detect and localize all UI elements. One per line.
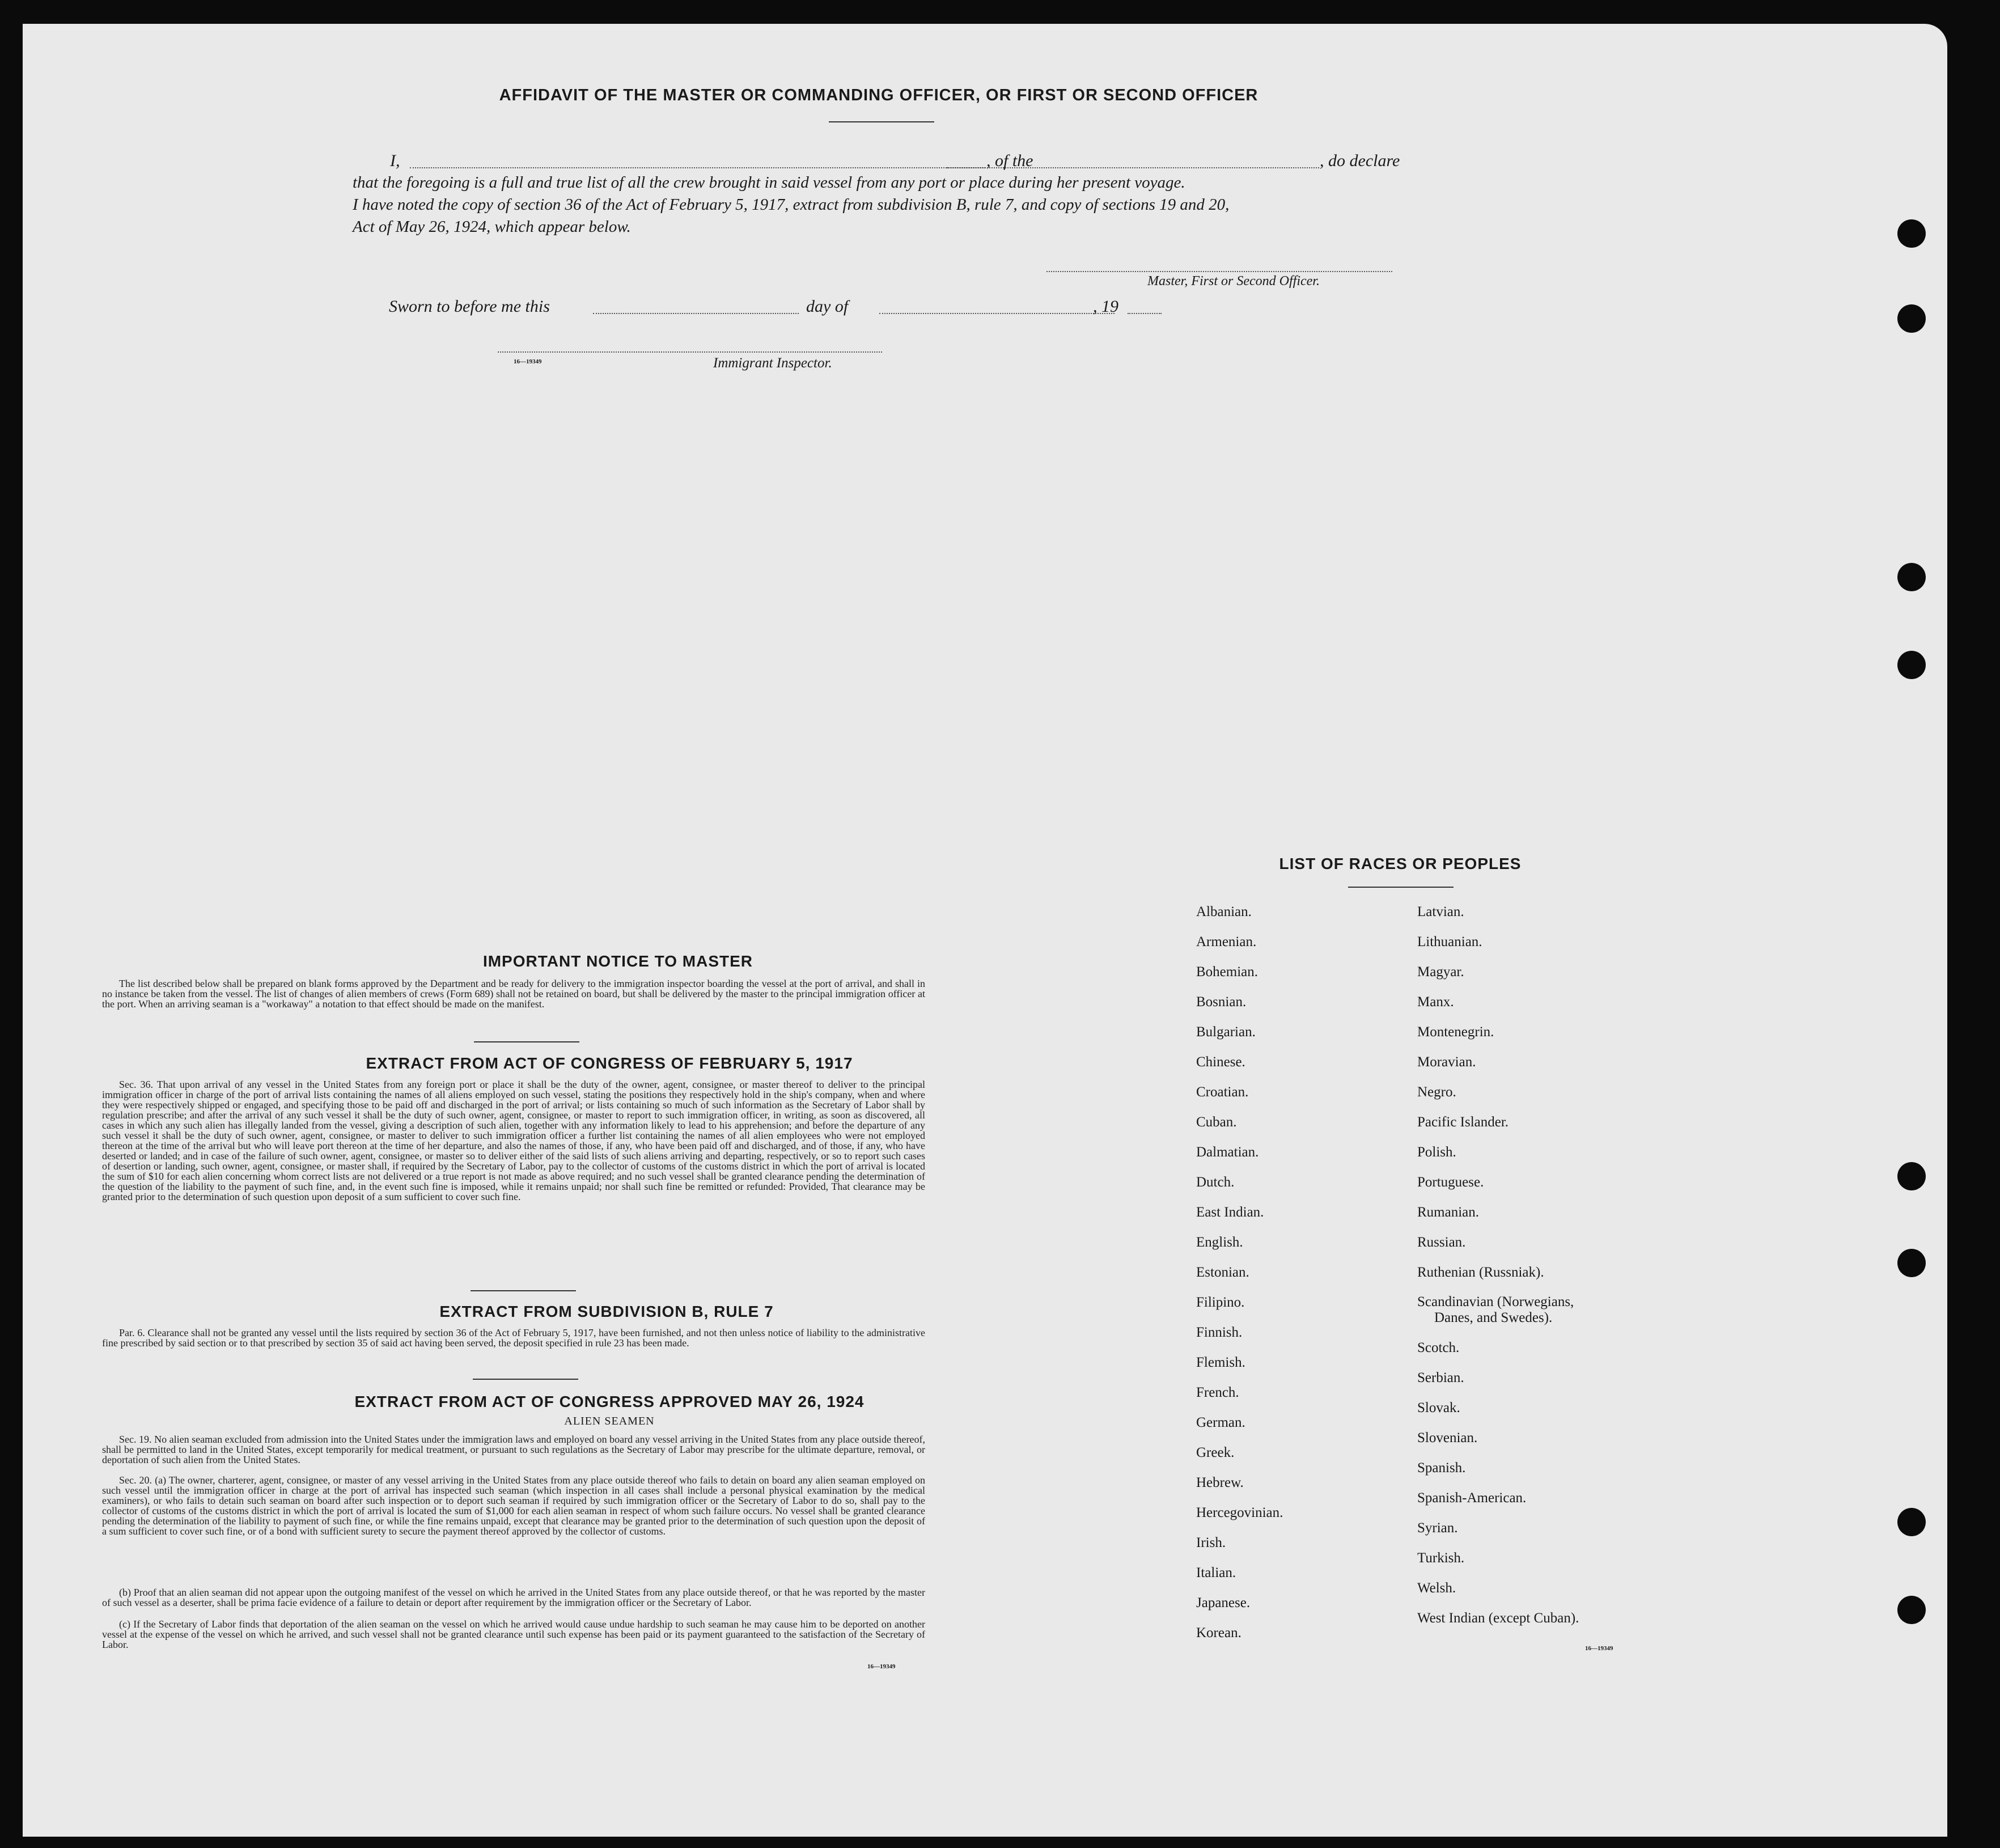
punch-hole (1897, 1596, 1926, 1624)
divider (1348, 887, 1454, 888)
race-item: Dutch. (1196, 1175, 1235, 1190)
race-item: French. (1196, 1385, 1239, 1400)
form-number: 16—19349 (867, 1663, 896, 1670)
extract-1924-sec20b: (b) Proof that an alien seaman did not appear upon the outgoing manifest of the vessel on which he arrived in the United States from any place outside thereof, or that he was reported by the master of such vessel as a deserter, shall be prima facie evidence of a failure to detain or deport after requirement by the immigration officer or the Secretary of Labor. (102, 1587, 925, 1608)
extract-1924-subtitle: ALIEN SEAMEN (564, 1415, 655, 1427)
race-item: Magyar. (1417, 964, 1464, 980)
race-item: Chinese. (1196, 1054, 1245, 1070)
extract-1917-title: EXTRACT FROM ACT OF CONGRESS OF FEBRUARY 5, 1917 (366, 1054, 853, 1072)
sworn-month-blank[interactable] (879, 313, 1115, 314)
race-item: East Indian. (1196, 1205, 1264, 1220)
affidavit-declare: , do declare (1320, 151, 1400, 170)
divider (471, 1290, 576, 1291)
punch-hole (1897, 651, 1926, 679)
extract-1924-title: EXTRACT FROM ACT OF CONGRESS APPROVED MAY 26, 1924 (354, 1393, 865, 1410)
race-item: Rumanian. (1417, 1205, 1480, 1220)
race-item: Ruthenian (Russniak). (1417, 1265, 1544, 1280)
race-item: Hercegovinian. (1196, 1505, 1283, 1520)
sworn-day: day of (806, 297, 849, 316)
race-item: Scotch. (1417, 1340, 1460, 1355)
sworn-date-blank[interactable] (593, 313, 799, 314)
form-number: 16—19349 (1585, 1645, 1613, 1652)
race-item: Cuban. (1196, 1114, 1237, 1130)
rule7-text: Par. 6. Clearance shall not be granted any vessel until the lists required by section 36 of the Act of February 5, 1917, have been furnished, and not then unless notice of liability to the administrative fine prescribed by said section or to that prescribed by section 35 of said act having been served, the deposit specified in rule 23 has been made. (102, 1327, 925, 1349)
punch-hole (1897, 1249, 1926, 1277)
race-item: Bohemian. (1196, 964, 1259, 980)
race-item: Spanish-American. (1417, 1490, 1527, 1506)
signature-line[interactable] (1046, 271, 1392, 272)
race-item: Syrian. (1417, 1520, 1458, 1536)
race-item: Greek. (1196, 1445, 1235, 1460)
affidavit-line3: I have noted the copy of section 36 of the Act of February 5, 1917, extract from subdivision B, rule 7, and copy of sections 19 and 20, (353, 196, 1230, 214)
race-item: Montenegrin. (1417, 1024, 1494, 1040)
extract-1924-sec19: Sec. 19. No alien seaman excluded from admission into the United States under the immigration laws and employed on board any vessel arriving in the United States from any place outside thereof, shall be permitted to land in the United States, except temporarily for medical treatment, or pursuant to such regulations as the Secretary of Labor may prescribe for the ultimate departure, removal, or deportation of such alien from the United States. (102, 1434, 925, 1465)
race-item: Latvian. (1417, 904, 1464, 919)
races-title: LIST OF RACES OR PEOPLES (1279, 855, 1522, 872)
race-item: Serbian. (1417, 1370, 1464, 1385)
sworn-line (389, 297, 1183, 320)
race-item: West Indian (except Cuban). (1417, 1610, 1579, 1626)
race-item: Albanian. (1196, 904, 1252, 919)
race-item: English. (1196, 1235, 1243, 1250)
race-item: Danes, and Swedes). (1434, 1310, 1553, 1325)
race-item: Hebrew. (1196, 1475, 1244, 1490)
sworn-year: , 19 (1093, 297, 1118, 316)
race-item: Finnish. (1196, 1325, 1243, 1340)
extract-1924-sec20a: Sec. 20. (a) The owner, charterer, agent, consignee, or master of any vessel arriving in the United States from any place outside thereof who fails to detain on board any alien seaman employed on such vessel until the immigration officer in charge at the port of arrival has inspected such seaman (which inspection in all cases shall include a personal physical examination by the medical examiners), or who fails to detain such seaman on board after such inspection or to deport such seaman if required by such immigration officer or the Secretary of Labor to do so, shall pay to the collector of customs of the customs district in which the port of arrival is located the sum of $1,000 for each alien seaman in respect of whom such failure occurs. No vessel shall be granted clearance pending the determination of the liability to payment of such fine, or while the fine remains unpaid, except that clearance may be granted prior to the determination of such question upon the deposit of a sum sufficient to cover such fine, or of a bond with sufficient surety to secure the payment thereof approved by the collector of customs. (102, 1474, 925, 1537)
vessel-field[interactable] (947, 167, 1319, 168)
race-item: Russian. (1417, 1235, 1466, 1250)
race-item: Welsh. (1417, 1580, 1456, 1596)
inspector-signature-line[interactable] (498, 351, 882, 353)
race-item: Flemish. (1196, 1355, 1245, 1370)
rule7-title: EXTRACT FROM SUBDIVISION B, RULE 7 (439, 1303, 774, 1320)
notice-text: The list described below shall be prepared on blank forms approved by the Department and be ready for delivery to the immigration inspector boarding the vessel at the port of arrival, and shall in no instance be taken from the vessel. The list of changes of alien members of crews (Form 689) shall not be retained on board, but shall be delivered by the master to the principal immigration officer at the port. When an arriving seaman is a "workaway" a notation to that effect should be made on the manifest. (102, 978, 925, 1010)
race-item: Lithuanian. (1417, 934, 1482, 950)
race-item: Estonian. (1196, 1265, 1249, 1280)
race-item: Bulgarian. (1196, 1024, 1256, 1040)
race-item: Slovak. (1417, 1400, 1460, 1415)
race-item: Negro. (1417, 1084, 1456, 1100)
affidavit-of-the: , of the (986, 151, 1033, 170)
race-item: Korean. (1196, 1625, 1241, 1641)
divider (829, 121, 934, 122)
race-item: Bosnian. (1196, 994, 1247, 1010)
affidavit-line2: that the foregoing is a full and true list of all the crew brought in said vessel from any port or place during her present voyage. (353, 173, 1185, 192)
document-page (23, 24, 1947, 1837)
punch-hole (1897, 1162, 1926, 1190)
race-item: Turkish. (1417, 1550, 1465, 1566)
race-item: Dalmatian. (1196, 1145, 1259, 1160)
race-item: Spanish. (1417, 1460, 1466, 1476)
race-item: Portuguese. (1417, 1175, 1484, 1190)
punch-hole (1897, 219, 1926, 248)
punch-hole (1897, 1508, 1926, 1536)
race-item: Moravian. (1417, 1054, 1476, 1070)
race-item: Manx. (1417, 994, 1454, 1010)
affidavit-line1 (390, 151, 1410, 174)
affidavit-line4: Act of May 26, 1924, which appear below. (353, 218, 631, 236)
race-item: Japanese. (1196, 1595, 1251, 1610)
race-item: Croatian. (1196, 1084, 1249, 1100)
punch-hole (1897, 304, 1926, 333)
race-item: Filipino. (1196, 1295, 1245, 1310)
race-item: Slovenian. (1417, 1430, 1478, 1446)
affidavit-i: I, (390, 151, 400, 170)
sworn-prefix: Sworn to before me this (389, 297, 550, 316)
race-item: Armenian. (1196, 934, 1257, 950)
races-column-2 (1417, 897, 1579, 1633)
race-item: Irish. (1196, 1535, 1226, 1550)
race-item: German. (1196, 1415, 1245, 1430)
extract-1924-sec20c: (c) If the Secretary of Labor finds that deportation of the alien seaman on the vessel on which he arrived would cause undue hardship to such seaman he may cause him to be deported on another vessel at the expense of the vessel on which he arrived, and such vessel shall not be granted clearance until such expense has been paid or its payment guaranteed to the satisfaction of the Secretary of Labor. (102, 1618, 925, 1650)
extract-1917-text: Sec. 36. That upon arrival of any vessel in the United States from any foreign port or place it shall be the duty of the owner, agent, consignee, or master thereof to deliver to the principal immigration officer in charge of the port of arrival lists containing the names of all aliens employed on such vessel, stating the positions they respectively hold in the ship's company, when and where they were respectively shipped or engaged, and specifying those to be paid off and discharged in the port of arrival; or lists containing so much of such information as the Secretary of Labor shall by regulation prescribe; and after the arrival of any such vessel it shall be the duty of such owner, agent, consignee, or master to report to such immigration officer, in writing, as soon as discovered, all cases in which any such alien has illegally landed from the vessel, giving a description of such alien, together with any information likely to lead to his apprehension; and before the departure of any such vessel it shall be the duty of such owner, agent, consignee, or master to deliver to such immigration officer a further list containing the names of all alien employees who were not employed thereon at the time of the arrival but who will leave port thereon at the time of her departure, and also the names of those, if any, who have been paid off and discharged, and of those, if any, who have deserted or landed; and in case of the failure of such owner, agent, consignee, or master so to deliver either of the said lists of such aliens arriving and departing, respectively, or so to report such cases of desertion or landing, such owner, agent, consignee, or master shall, if required by the Secretary of Labor, pay to the collector of customs of the customs district in which the port of arrival is located the sum of $10 for each alien concerning whom correct lists are not delivered or a true report is not made as above required; and no such vessel shall be granted clearance pending the determination of the question of the liability to the payment of such fine, and, in the event such fine is imposed, while it remains unpaid; nor shall such fine be remitted or refunded: Provided, That clearance may be granted prior to the determination of such question upon deposit of a sum sufficient to cover such fine. (102, 1079, 925, 1202)
race-item: Pacific Islander. (1417, 1114, 1509, 1130)
punch-hole (1897, 563, 1926, 591)
sworn-year-blank[interactable] (1128, 313, 1162, 314)
race-item: Scandinavian (Norwegians, (1417, 1294, 1574, 1309)
affidavit-title: AFFIDAVIT OF THE MASTER OR COMMANDING OFFICER, OR FIRST OR SECOND OFFICER (499, 86, 1259, 104)
signature-label: Master, First or Second Officer. (1147, 274, 1320, 289)
divider (474, 1041, 579, 1042)
form-number: 16—19349 (514, 358, 542, 365)
inspector-label: Immigrant Inspector. (713, 355, 832, 371)
name-blank[interactable] (410, 167, 985, 168)
race-item: Polish. (1417, 1145, 1456, 1160)
races-column-1 (1196, 897, 1283, 1648)
notice-title: IMPORTANT NOTICE TO MASTER (482, 952, 753, 970)
divider (473, 1379, 578, 1380)
race-item: Italian. (1196, 1565, 1236, 1580)
